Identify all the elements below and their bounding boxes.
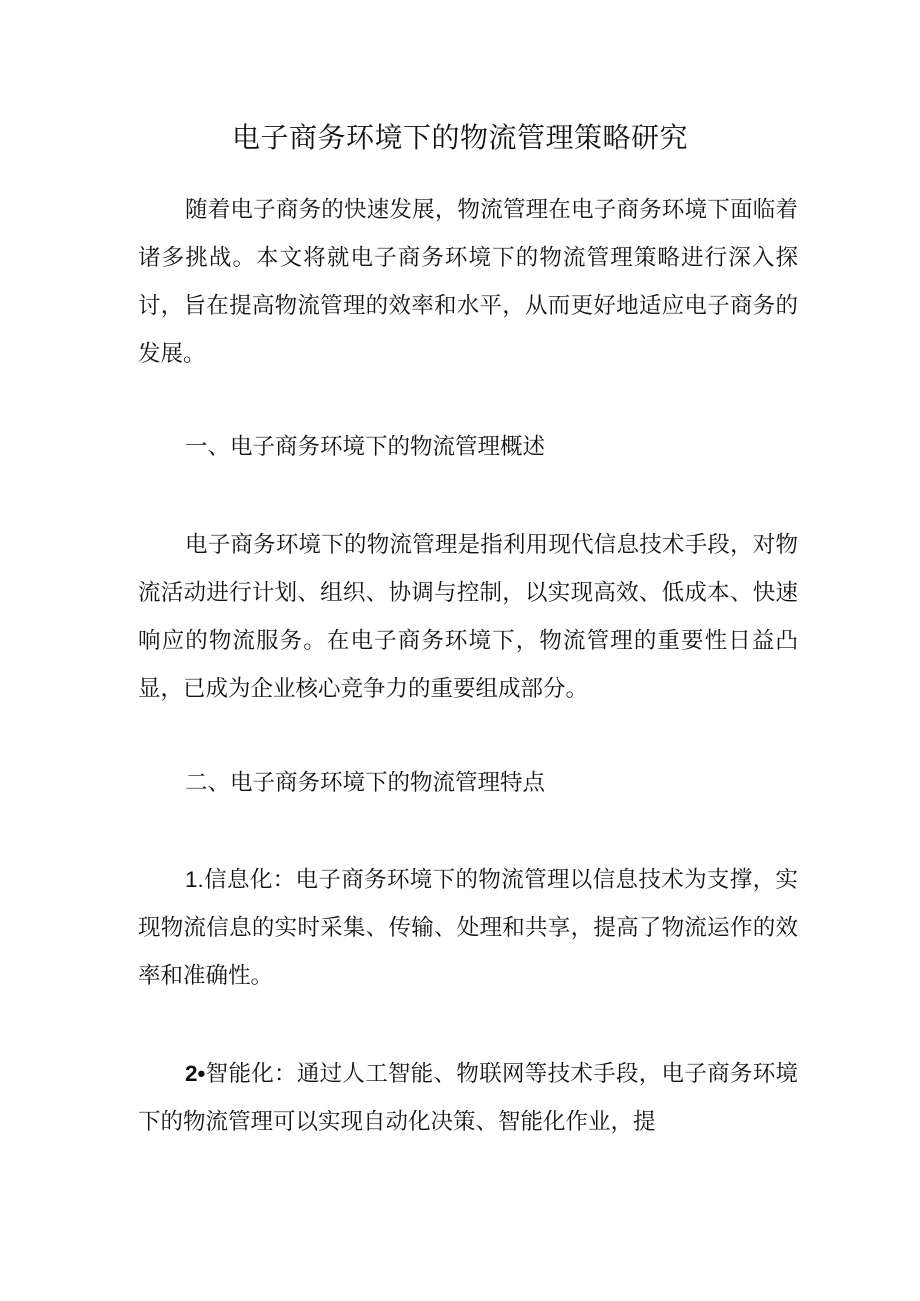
intro-paragraph: 随着电子商务的快速发展，物流管理在电子商务环境下面临着诸多挑战。本文将就电子商务环境下的物流管理策略进行深入探讨，旨在提高物流管理的效率和水平，从而更好地适应电子商务的发展。 bbox=[138, 197, 798, 367]
document-title: 电子商务环境下的物流管理策略研究 bbox=[231, 121, 688, 154]
section-1-heading: 一、电子商务环境下的物流管理概述 bbox=[185, 434, 546, 460]
list-item-2 bbox=[138, 1050, 798, 1146]
list-item-1-text: 信息化：电子商务环境下的物流管理以信息技术为支撑，实现物流信息的实时采集、传输、处理和共享，提高了物流运作的效率和准确性。 bbox=[138, 867, 798, 989]
list-item-1-number: 1. bbox=[185, 867, 204, 892]
list-item-1 bbox=[138, 856, 798, 1000]
section-2-heading: 二、电子商务环境下的物流管理特点 bbox=[185, 770, 546, 796]
section-1-paragraph: 电子商务环境下的物流管理是指利用现代信息技术手段，对物流活动进行计划、组织、协调与控制，以实现高效、低成本、快速响应的物流服务。在电子商务环境下，物流管理的重要性日益凸显，已成为企业核心竞争力的重要组成部分。 bbox=[138, 532, 798, 702]
list-item-2-number: 2• bbox=[185, 1061, 206, 1086]
list-item-2-text: 智能化：通过人工智能、物联网等技术手段，电子商务环境下的物流管理可以实现自动化决策、智能化作业，提 bbox=[138, 1061, 798, 1135]
